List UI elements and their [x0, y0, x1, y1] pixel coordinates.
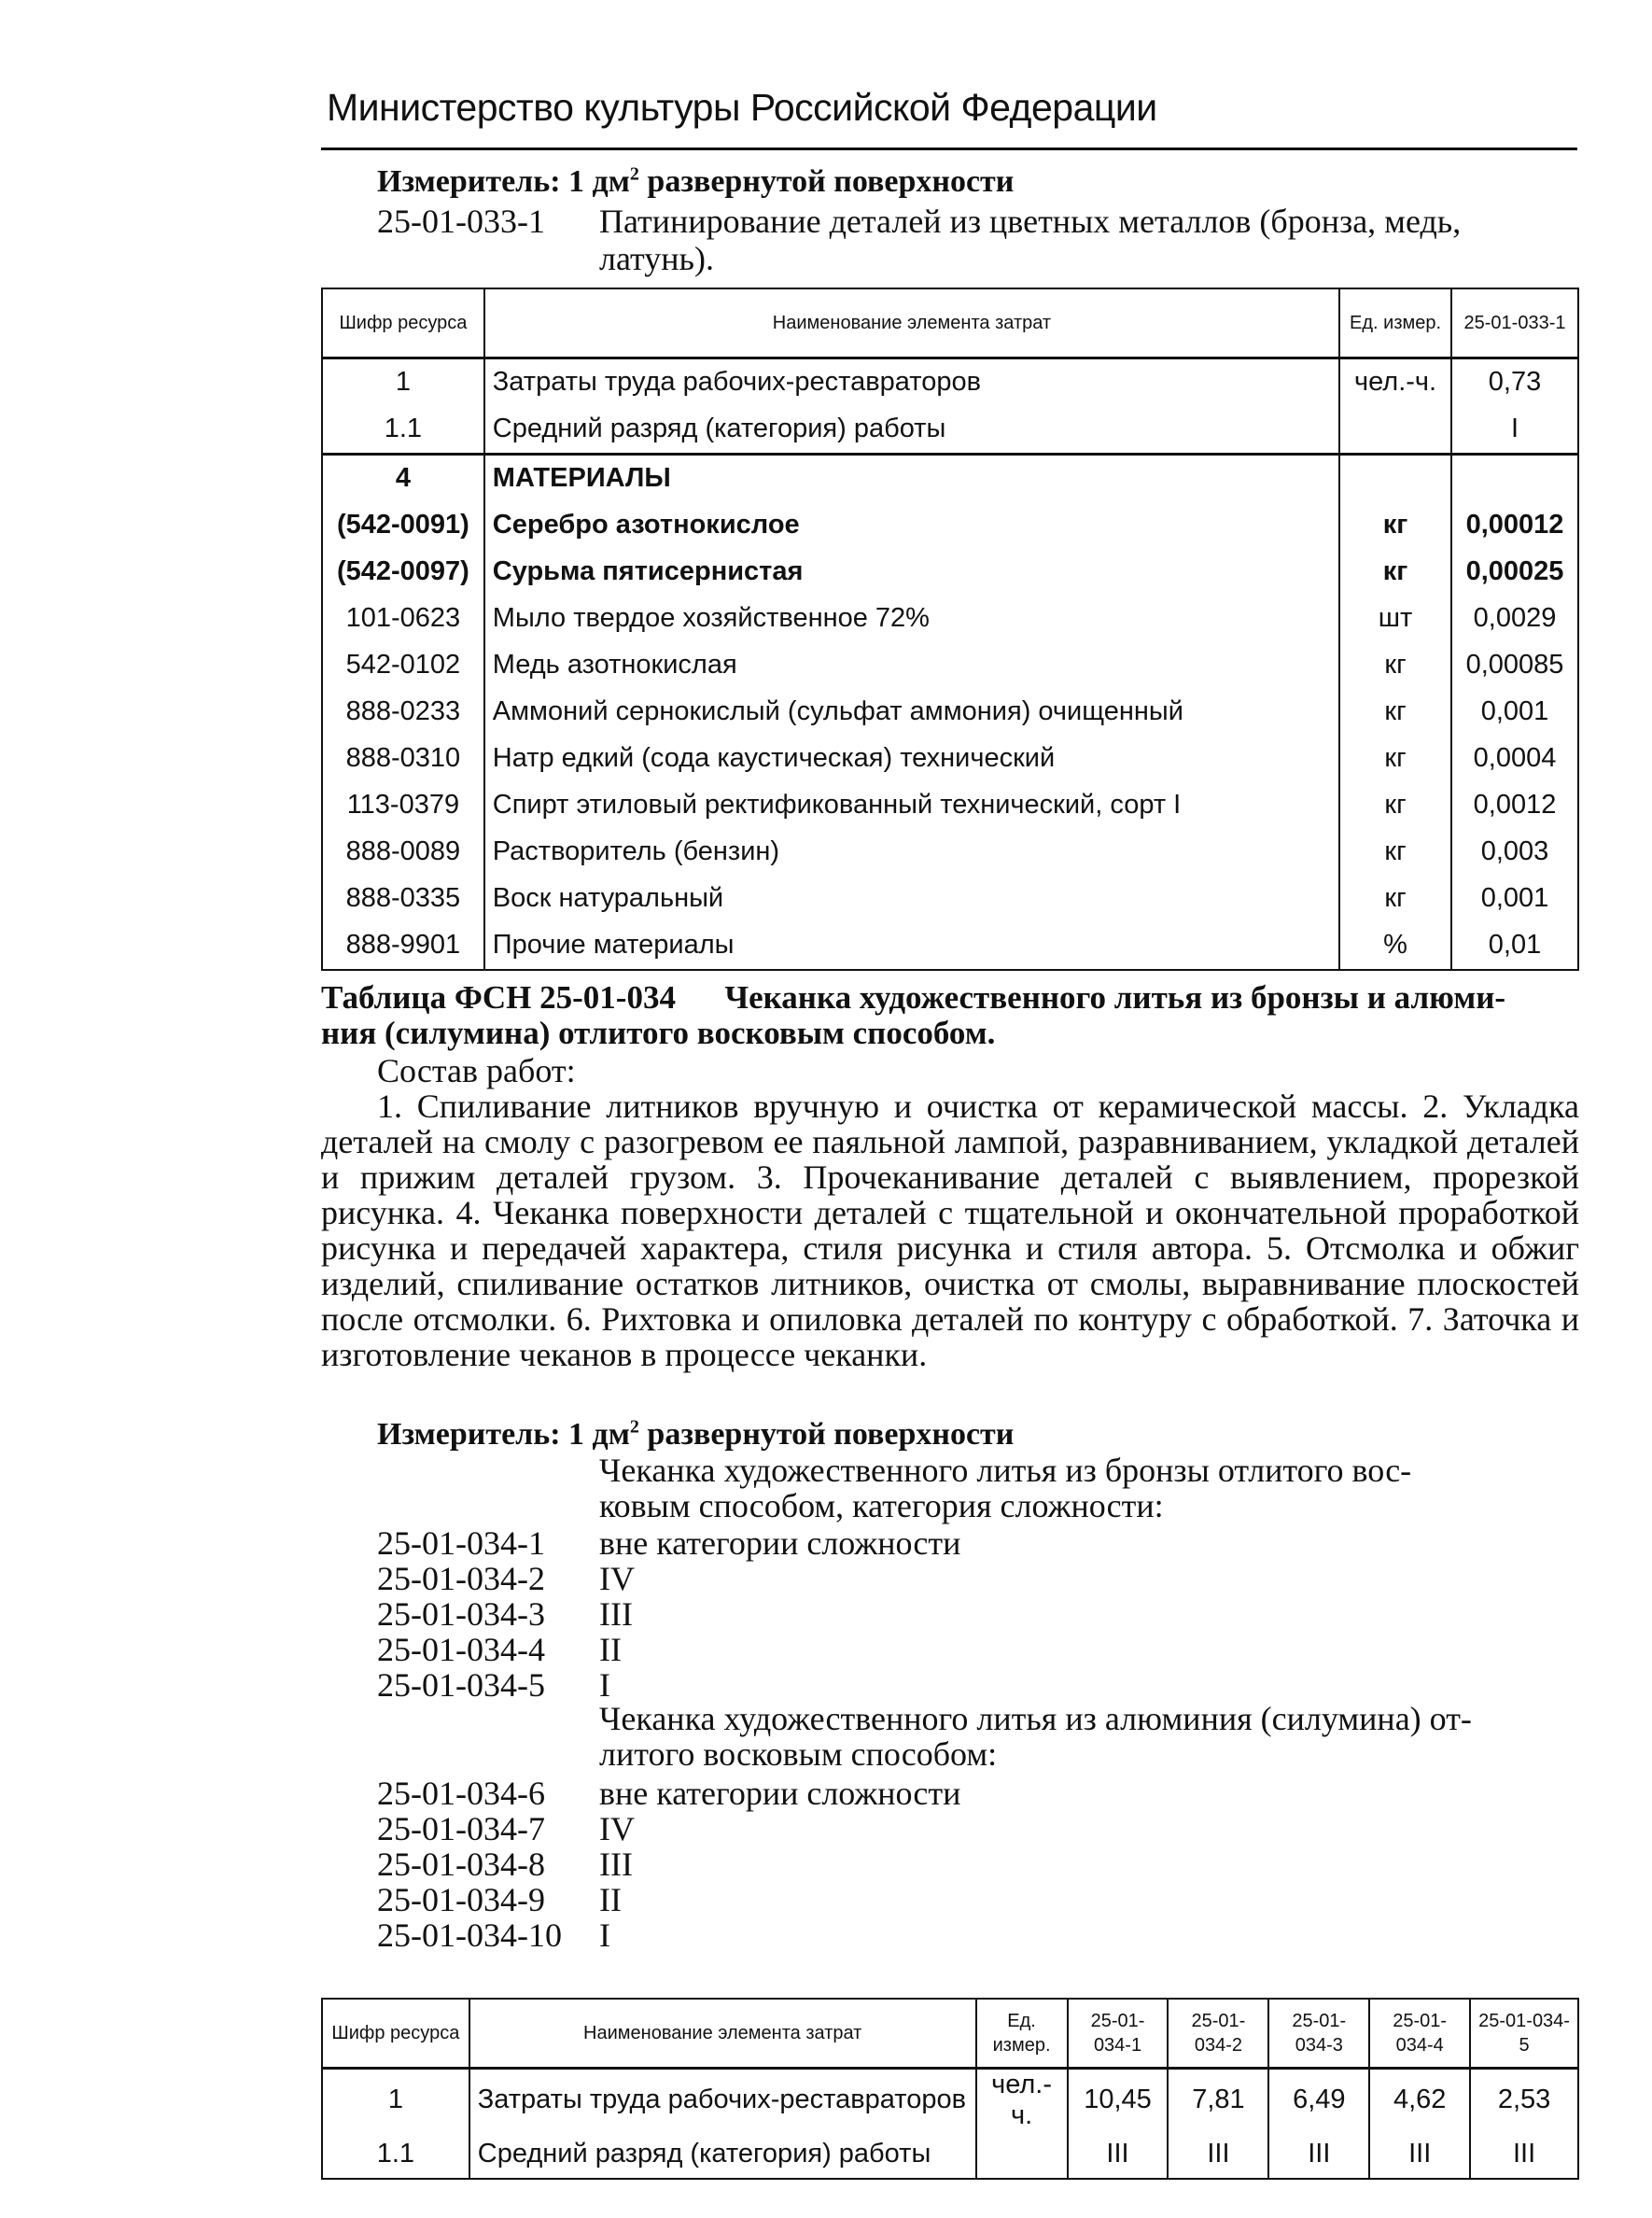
table-header-row	[322, 288, 1578, 358]
work-code: 25-01-034-5	[377, 1666, 545, 1704]
cell-unit: шт	[1339, 596, 1451, 642]
cell-code: 1	[322, 358, 484, 406]
page-header: Министерство культуры Российской Федерации	[327, 86, 1157, 129]
col-header-value: 25-01-033-1	[1451, 288, 1578, 358]
work-code: 25-01-034-4	[377, 1631, 545, 1668]
work-code: 25-01-034-8	[377, 1846, 545, 1883]
cell-code: 888-0233	[322, 689, 484, 736]
cell-name: МАТЕРИАЛЫ	[484, 454, 1339, 502]
cell-unit: кг	[1339, 642, 1451, 689]
cell-code: 888-0310	[322, 736, 484, 782]
cell-name: Средний разряд (категория) работы	[484, 406, 1339, 455]
group1-heading-line2: ковым способом, категория сложности:	[599, 1487, 1164, 1524]
col-header-name: Наименование элемента затрат	[484, 288, 1339, 358]
table-row	[322, 736, 1578, 782]
work-item	[377, 1665, 1124, 1704]
cell-value: 0,0012	[1451, 782, 1578, 829]
table-row	[322, 596, 1578, 642]
cell-name: Медь азотнокислая	[484, 642, 1339, 689]
cell-unit: чел.-ч.	[1339, 358, 1451, 406]
cell-code: 1.1	[322, 2131, 469, 2179]
measure-tail: развернутой поверхности	[638, 1417, 1015, 1452]
work-code: 25-01-034-2	[377, 1560, 545, 1597]
col-header-code: Шифр ресурса	[322, 1999, 469, 2068]
measure-label-1	[377, 164, 1014, 200]
work-item	[377, 1559, 1124, 1597]
cell-name: Растворитель (бензин)	[484, 829, 1339, 876]
work-item	[377, 1845, 1124, 1883]
composition-label	[321, 1053, 1579, 1088]
cell-code: 888-9901	[322, 922, 484, 970]
cell-value: 0,001	[1451, 689, 1578, 736]
cell-name: Сурьма пятисернистая	[484, 549, 1339, 596]
cell-value	[1451, 454, 1578, 502]
cell-unit: кг	[1339, 689, 1451, 736]
work-code: 25-01-034-3	[377, 1595, 545, 1633]
col-header-value-1: 25-01-034-1	[1068, 1999, 1169, 2068]
measure-sup: 2	[629, 1416, 639, 1438]
col-header-value-4: 25-01-034-4	[1369, 1999, 1470, 2068]
cell-code: 542-0102	[322, 642, 484, 689]
work-category: III	[599, 1846, 633, 1883]
cell-unit: кг	[1339, 736, 1451, 782]
work-category: IV	[599, 1560, 635, 1597]
work-name-line1: Патинирование деталей из цветных металлов (бронза, медь,	[599, 203, 1462, 240]
work-category: вне категории сложности	[599, 1524, 961, 1562]
col-header-value-5: 25-01-034-5	[1470, 1999, 1578, 2068]
work-item	[377, 1916, 1124, 1954]
work-item	[377, 1774, 1124, 1812]
work-category: II	[599, 1881, 622, 1918]
cell-name: Спирт этиловый ректификованный технический, сорт I	[484, 782, 1339, 829]
cell-value: 0,0004	[1451, 736, 1578, 782]
work-code: 25-01-034-1	[377, 1524, 545, 1562]
col-header-name: Наименование элемента затрат	[469, 1999, 976, 2068]
cell-value: III	[1068, 2131, 1169, 2179]
table-row	[322, 454, 1578, 502]
cell-name: Аммоний сернокислый (сульфат аммония) очищенный	[484, 689, 1339, 736]
table-row	[322, 642, 1578, 689]
composition-text: 1. Спиливание литников вручную и очистка от керамической массы. 2. Укладка деталей на смолу с разогревом ее паяльной лампой, разравниванием, укладкой деталей и прижим деталей грузом. 3. Прочеканивание деталей с выявлением, прорезкой рисунка. 4. Чеканка поверхности деталей с тщательной и окончательной проработкой рисунка и передачей характера, стиля рисунка и стиля автора. 5. Отсмолка и обжиг изделий, спиливание остатков литников, очистка от смолы, выравнивание плоскостей после отсмолки. 6. Рихтовка и опиловка деталей по контуру с обработкой. 7. Заточка и изготовление чеканов в процессе чеканки.	[321, 1088, 1579, 1373]
col-header-unit: Ед. измер.	[1339, 288, 1451, 358]
cell-name: Прочие материалы	[484, 922, 1339, 970]
cell-name: Средний разряд (категория) работы	[469, 2131, 976, 2179]
group2-heading-line1: Чеканка художественного литья из алюминия (силумина) от-	[599, 1700, 1472, 1737]
work-item	[377, 1523, 1124, 1562]
work-code: 25-01-033-1	[377, 203, 545, 240]
work-item	[377, 1594, 1124, 1633]
work-category: IV	[599, 1810, 635, 1847]
resource-table-034	[321, 1998, 1579, 2180]
table-row	[322, 2068, 1578, 2131]
cell-code: (542-0097)	[322, 549, 484, 596]
cell-value: 4,62	[1369, 2068, 1470, 2131]
cell-code: 1	[322, 2068, 469, 2131]
cell-code: (542-0091)	[322, 502, 484, 549]
cell-value: 0,00085	[1451, 642, 1578, 689]
cell-unit: кг	[1339, 782, 1451, 829]
cell-name: Затраты труда рабочих-реставраторов	[484, 358, 1339, 406]
work-category: I	[599, 1916, 610, 1954]
cell-value: 7,81	[1168, 2068, 1268, 2131]
cell-value: III	[1168, 2131, 1268, 2179]
cell-unit: кг	[1339, 549, 1451, 596]
cell-value: 10,45	[1068, 2068, 1169, 2131]
table-row	[322, 2131, 1578, 2179]
work-category: вне категории сложности	[599, 1775, 961, 1812]
col-header-code: Шифр ресурса	[322, 288, 484, 358]
measure-text: Измеритель: 1 дм	[377, 164, 630, 199]
cell-code: 4	[322, 454, 484, 502]
cell-unit: чел.-ч.	[976, 2068, 1068, 2131]
cell-value: 0,001	[1451, 876, 1578, 922]
table-row	[322, 922, 1578, 970]
cell-unit	[976, 2131, 1068, 2179]
table-title-line1: Таблица ФСН 25-01-034 Чеканка художественного литья из бронзы и алюми-	[321, 979, 1506, 1016]
resource-table-033	[321, 288, 1579, 971]
work-item	[377, 1880, 1124, 1916]
cell-name: Серебро азотнокислое	[484, 502, 1339, 549]
cell-name: Воск натуральный	[484, 876, 1339, 922]
cell-value: 0,01	[1451, 922, 1578, 970]
measure-tail: развернутой поверхности	[638, 164, 1015, 199]
table-row	[322, 689, 1578, 736]
group1-heading-line1: Чеканка художественного литья из бронзы отлитого вос-	[599, 1452, 1412, 1489]
cell-value: III	[1268, 2131, 1369, 2179]
group2-heading-line2: литого восковым способом:	[599, 1735, 998, 1773]
work-category: I	[599, 1666, 610, 1704]
table-row	[322, 358, 1578, 406]
cell-value: III	[1369, 2131, 1470, 2179]
cell-unit	[1339, 454, 1451, 502]
work-item	[377, 1809, 1124, 1845]
work-code: 25-01-034-7	[377, 1810, 545, 1847]
work-code: 25-01-034-10	[377, 1916, 562, 1954]
cell-value: 0,00025	[1451, 549, 1578, 596]
table-row	[322, 406, 1578, 455]
col-header-value-3: 25-01-034-3	[1268, 1999, 1369, 2068]
cell-code: 113-0379	[322, 782, 484, 829]
cell-code: 101-0623	[322, 596, 484, 642]
cell-value: III	[1470, 2131, 1578, 2179]
measure-label-2	[377, 1417, 1014, 1453]
composition-label-text: Состав работ:	[377, 1052, 576, 1089]
work-category: II	[599, 1631, 622, 1668]
col-header-unit: Ед. измер.	[976, 1999, 1068, 2068]
cell-code: 888-0089	[322, 829, 484, 876]
cell-value: I	[1451, 406, 1578, 455]
cell-unit: кг	[1339, 829, 1451, 876]
table-header-row	[322, 1999, 1578, 2068]
cell-value: 0,003	[1451, 829, 1578, 876]
table-title-line2: ния (силумина) отлитого восковым способом.	[321, 1015, 996, 1051]
header-rule	[321, 147, 1577, 150]
col-header-value-2: 25-01-034-2	[1168, 1999, 1268, 2068]
cell-code: 1.1	[322, 406, 484, 455]
cell-value: 0,00012	[1451, 502, 1578, 549]
table-title-034	[321, 980, 1579, 1051]
cell-code: 888-0335	[322, 876, 484, 922]
table-row	[322, 782, 1578, 829]
work-item	[377, 1630, 1124, 1668]
cell-value: 0,0029	[1451, 596, 1578, 642]
measure-sup: 2	[629, 163, 639, 185]
table-row	[322, 502, 1578, 549]
cell-name: Натр едкий (сода каустическая) технический	[484, 736, 1339, 782]
cell-unit: кг	[1339, 502, 1451, 549]
work-category: III	[599, 1595, 633, 1633]
table-row	[322, 876, 1578, 922]
cell-name: Мыло твердое хозяйственное 72%	[484, 596, 1339, 642]
cell-unit: кг	[1339, 876, 1451, 922]
cell-value: 2,53	[1470, 2068, 1578, 2131]
group2-heading	[599, 1701, 1579, 1772]
work-item-033-1	[377, 202, 1581, 276]
measure-text: Измеритель: 1 дм	[377, 1417, 630, 1452]
work-code: 25-01-034-9	[377, 1881, 545, 1918]
cell-value: 6,49	[1268, 2068, 1369, 2131]
cell-name: Затраты труда рабочих-реставраторов	[469, 2068, 976, 2131]
cell-unit	[1339, 406, 1451, 455]
cell-unit: %	[1339, 922, 1451, 970]
work-code: 25-01-034-6	[377, 1775, 545, 1812]
work-name-line2: латунь).	[599, 240, 714, 277]
table-row	[322, 549, 1578, 596]
group1-heading	[599, 1453, 1579, 1523]
table-row	[322, 829, 1578, 876]
cell-value: 0,73	[1451, 358, 1578, 406]
